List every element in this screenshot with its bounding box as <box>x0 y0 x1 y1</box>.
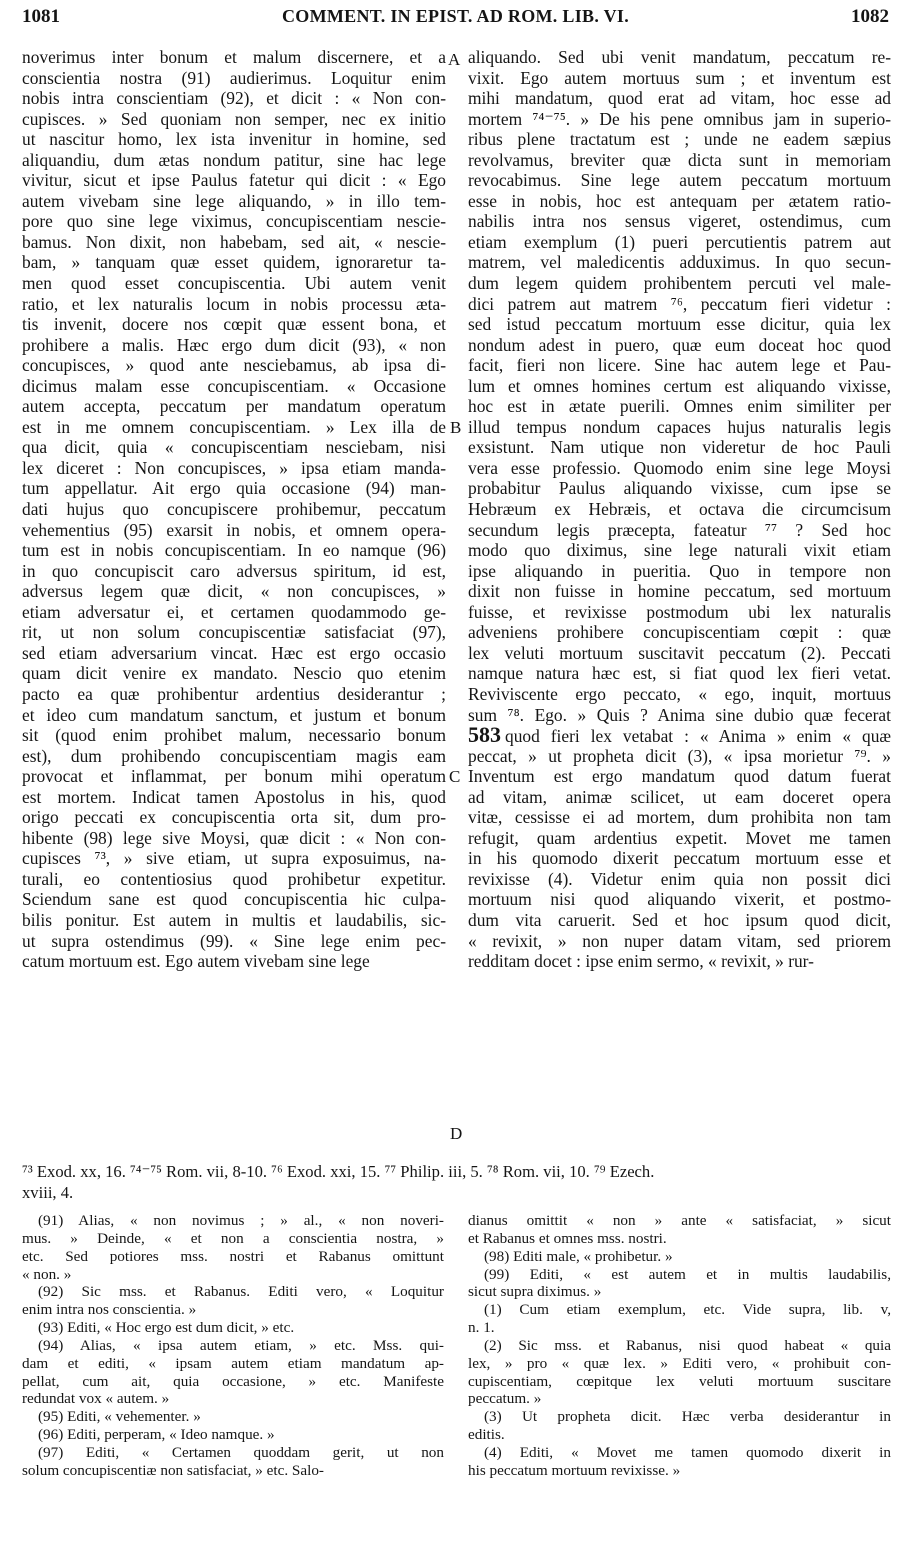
text-line: est in me omnem concupiscentiam. » Lex illa de <box>22 416 446 437</box>
left-text-column <box>22 47 446 972</box>
text-line: in quo concupiscit caro adversus spiritum, id est, <box>22 560 446 581</box>
scripture-references <box>22 1162 889 1203</box>
footnote-line: lex, » pro « quæ lex. » Editi vero, « prohibuit con- <box>468 1354 891 1372</box>
text-line: vivitur, sicut et ipse Paulus fatetur qui dicit : « Ego <box>22 170 446 191</box>
text-line: pore quo sine lege viximus, concupiscentiam nescie- <box>22 211 446 232</box>
text-line: dicimus malam esse concupiscentiam. « Occasione <box>22 375 446 396</box>
text-line: adveniens prohibere concupiscentiam cœpit : quæ <box>468 622 891 643</box>
page-number-left: 1081 <box>22 6 60 27</box>
footnote-line: (92) Sic mss. et Rabanus. Editi vero, « Loquitur <box>38 1283 444 1301</box>
text-line: refugit, quam ardentius expetit. Movet me tamen <box>468 827 891 848</box>
footnote-line: (4) Editi, « Movet me tamen quomodo dixerit in <box>484 1443 891 1461</box>
reference-line: xviii, 4. <box>22 1182 74 1202</box>
footnote-line: pellat, cum ait, quia occasione, » etc. Manifeste <box>22 1372 444 1390</box>
text-line: autem vivebam sine lege aliquando, » in illo tem- <box>22 190 446 211</box>
margin-letter-c: C <box>449 767 461 786</box>
text-line: bam, » tanquam quæ esset quidem, ignoraretur ta- <box>22 252 446 273</box>
text-line: cupisces. » Sed quoniam non semper, nec ex initio <box>22 108 446 129</box>
footnote-line: (99) Editi, « est autem et in multis laudabilis, <box>484 1265 891 1283</box>
text-line: catum mortuum est. Ego autem vivebam sine lege <box>22 951 370 972</box>
footnote-line: « non. » <box>22 1265 72 1283</box>
text-line: dum legem quidem prohibentem percuti vel male- <box>468 273 891 294</box>
text-line: origo peccati ex concupiscentia orta sit, dum pro- <box>22 807 446 828</box>
text-line: in his quomodo dixerit peccatum mortuum esse et <box>468 848 891 869</box>
text-line: tis invenit, docere nos cœpit quæ essent bona, et <box>22 314 446 335</box>
text-line: hibente (98) lege sive Moysi, quæ dicit : « Non con- <box>22 827 446 848</box>
text-line: hoc est in ætate puerili. Omnes enim similiter per <box>468 396 891 417</box>
text-line: facit, fieri non licere. Sine hac autem lege et Pau- <box>468 355 891 376</box>
text-line: mortem ⁷⁴⁻⁷⁵. » De his pene omnibus jam in superio- <box>468 108 891 129</box>
text-line: exsistunt. Nam utique non videretur de hoc Pauli <box>468 437 891 458</box>
text-line: bilis ponitur. Est autem in multis et laudabilis, sic- <box>22 909 446 930</box>
text-line: ut nascitur homo, lex ista invenitur in homine, sed <box>22 129 446 150</box>
text-line: ribus plene tractatum est ; unde ne eadem sæpius <box>468 129 891 150</box>
footnotes-left <box>22 1212 444 1480</box>
text-line: ratio, et lex naturalis locum in nobis processu æta- <box>22 293 446 314</box>
text-line: bamus. Non dixit, non habebam, sed ait, « nescie- <box>22 231 446 252</box>
text-line: est), dum prohibendo concupiscentiam magis eam <box>22 745 446 766</box>
footnote-line: (91) Alias, « non novimus ; » al., « non noveri- <box>38 1212 444 1229</box>
text-line: concupisces, » quod ante nesciebamus, ab ipsa di- <box>22 355 446 376</box>
text-line: tum est in nobis concupiscentiam. In eo namque (96) <box>22 540 446 561</box>
text-line: peccat, » ut propheta dicit (3), « ipsa morietur ⁷⁹. » <box>468 745 891 766</box>
text-line: tum appellatur. Ait ergo quia occasione (94) man- <box>22 478 446 499</box>
text-line: provocat et inflammat, per bonum mihi operatum <box>22 766 446 787</box>
text-line: men quod esset concupiscentia. Ubi autem venit <box>22 273 446 294</box>
text-line: esse in nobis, hoc est antequam per ætatem ratio- <box>468 190 891 211</box>
text-line: vixit. Ego autem mortuus sum ; et inventum est <box>468 67 891 88</box>
footnote-line: (97) Editi, « Certamen quoddam gerit, ut non <box>38 1443 444 1461</box>
text-line: dixit non fuisse in homine peccatum, sed mortuum <box>468 581 891 602</box>
text-line: rit, ut non solum concupiscentiæ satisfaciat (97), <box>22 622 446 643</box>
text-line: adversus legem quæ dicit, « non concupisces, » <box>22 581 446 602</box>
footnote-line: editis. <box>468 1426 505 1444</box>
footnote-line: n. 1. <box>468 1319 495 1337</box>
footnote-line: (3) Ut propheta dicit. Hæc verba desiderantur in <box>484 1408 891 1426</box>
text-line: probabitur Paulus aliquando vixisse, cum ipse se <box>468 478 891 499</box>
footnote-line: (95) Editi, « vehementer. » <box>38 1408 201 1426</box>
text-line: vera esse professio. Quomodo enim sine lege Moysi <box>468 457 891 478</box>
text-line: etiam adversatur ei, et certamen quodammodo ge- <box>22 601 446 622</box>
text-line: Sciendum sane est quod concupiscentia hic culpa- <box>22 889 446 910</box>
footnote-line: peccatum. » <box>468 1390 542 1408</box>
text-line: autem accepta, peccatum per mandatum operatum <box>22 396 446 417</box>
footnote-line: his peccatum mortuum revixisse. » <box>468 1461 681 1479</box>
text-line: noverimus inter bonum et malum discernere, et a <box>22 47 446 67</box>
text-line: matrem, vel maledicentis adduximus. In quo secun- <box>468 252 891 273</box>
margin-letter-d: D <box>450 1124 463 1143</box>
text-line: Hebræum ex Hebræis, et octava die circumcisum <box>468 499 891 520</box>
text-line: et ideo cum mandatum sanctum, et justum et bonum <box>22 704 446 725</box>
text-line: sed etiam adversarium vincat. Hæc est ergo occasio <box>22 642 446 663</box>
footnote-line: (96) Editi, perperam, « Ideo namque. » <box>38 1426 275 1444</box>
footnote-line: (2) Sic mss. et Rabanus, nisi quod habeat « quia <box>484 1336 891 1354</box>
text-line: conscientia nostra (91) audierimus. Loquitur enim <box>22 67 446 88</box>
page-number-right: 1082 <box>851 6 889 27</box>
footnote-line: (93) Editi, « Hoc ergo est dum dicit, » etc. <box>38 1319 295 1337</box>
text-line: illud tempus nondum capaces hujus naturalis legis <box>468 416 891 437</box>
footnote-line: redundat vox « autem. » <box>22 1390 170 1408</box>
margin-letter-a: A <box>448 50 461 69</box>
text-line: qua dicit, quia « concupiscentiam nesciebam, nisi <box>22 437 446 458</box>
footnote-line: mus. » Deinde, « et non a conscientia nostra, » <box>22 1229 444 1247</box>
text-line: namque natura hæc est, si fiat quod lex fieri vetat. <box>468 663 891 684</box>
text-line: turali, eo contentiosius quod prohibetur expetitur. <box>22 868 446 889</box>
running-title: COMMENT. IN EPIST. AD ROM. LIB. VI. <box>281 6 630 26</box>
text-line: nondum adest in puero, quæ eum doceat hoc quod <box>468 334 891 355</box>
footnote-line: enim intra nos conscientia. » <box>22 1301 197 1319</box>
text-line: dati hujus quo concupiscere prohibemur, peccatum <box>22 499 446 520</box>
text-line: prohibere a malis. Hæc ergo dum dicit (93), « non <box>22 334 446 355</box>
text-line: sum ⁷⁸. Ego. » Quis ? Anima sine dubio quæ fecerat <box>468 704 891 725</box>
page-marker: 583 <box>468 725 501 746</box>
text-line: lex diceret : Non concupisces, » ipsa etiam manda- <box>22 457 446 478</box>
text-line <box>468 725 891 746</box>
text-line: redditam docet : ipse enim sermo, « revixit, » rur- <box>468 951 814 972</box>
text-line: sed istud peccatum mortuum esse dicitur, quia lex <box>468 314 891 335</box>
text-line: est mortem. Indicat tamen Apostolus in his, quod <box>22 786 446 807</box>
text-line: lum et omnes homines certum est aliquando vixisse, <box>468 375 891 396</box>
footnote-line: dam et editi, « ipsam autem etiam mandatum ap- <box>22 1354 444 1372</box>
text-line: Inventum est ergo mandatum quod datum fuerat <box>468 766 891 787</box>
right-text-column <box>468 47 891 972</box>
footnote-line: etc. Sed potiores mss. nostri et Rabanus omittunt <box>22 1247 444 1265</box>
footnote-line: et Rabanus et omnes mss. nostri. <box>468 1229 667 1247</box>
footnotes-right <box>468 1212 891 1480</box>
text-line: vehementius (95) exarsit in nobis, et omnem opera- <box>22 519 446 540</box>
footnote-line: (94) Alias, « ipsa autem etiam, » etc. Mss. qui- <box>38 1336 444 1354</box>
text-line: aliquando. Sed ubi venit mandatum, peccatum re- <box>468 47 891 67</box>
text-line: vitæ, cessisse ei ad mortem, dum prohibita non tam <box>468 807 891 828</box>
text-line: sit (quod enim prohibet malum, necessario bonum <box>22 725 446 746</box>
footnote-line: cupiscentiam, cœpitque lex veluti mortuum suscitare <box>468 1372 891 1390</box>
text-line: mortuum nisi quod aliquando vixerit, et postmo- <box>468 889 891 910</box>
text-line: nabilis intra nos sensus vigeret, ostendimus, cum <box>468 211 891 232</box>
text-line: ut supra ostendimus (99). « Sine lege enim pec- <box>22 930 446 951</box>
text-line: ipse aliquando in pueritia. Quo in tempore non <box>468 560 891 581</box>
running-header <box>22 6 889 32</box>
footnote-line: solum concupiscentiæ non satisfaciat, » etc. Salo- <box>22 1461 324 1479</box>
text-line: nobis intra conscientiam (92), et dicit : « Non con- <box>22 88 446 109</box>
footnote-line: dianus omittit « non » ante « satisfaciat, » sicut <box>468 1212 891 1229</box>
footnote-line: (98) Editi male, « prohibetur. » <box>484 1247 673 1265</box>
text-line: aliquandiu, dum ætas nondum patitur, sine hac lege <box>22 149 446 170</box>
text-line: revixisse (4). Videtur enim quia non possit dici <box>468 868 891 889</box>
text-line: fuisse, et revixisse postmodum ubi lex naturalis <box>468 601 891 622</box>
text-line: « revixit, » non nuper datam vitam, sed priorem <box>468 930 891 951</box>
text-line: ad vitam, animæ scilicet, ut eam doceret opera <box>468 786 891 807</box>
text-line: etiam exemplum (1) pueri percutientis patrem aut <box>468 231 891 252</box>
text-line: revolvamus, breviter quæ dicta sunt in memoriam <box>468 149 891 170</box>
text-line: Reviviscente ergo peccato, « ego, inquit, mortuus <box>468 683 891 704</box>
text-line: dum vita caruerit. Sed et hoc ipsum quod dicit, <box>468 909 891 930</box>
reference-line: ⁷³ Exod. xx, 16. ⁷⁴⁻⁷⁵ Rom. vii, 8-10. ⁷⁶ Exod. xxi, 15. ⁷⁷ Philip. iii, 5. ⁷⁸ Rom. vii, 10. ⁷⁹ Ezech. <box>22 1162 655 1181</box>
margin-letter-b: B <box>450 418 462 437</box>
footnote-line: sicut supra diximus. » <box>468 1283 602 1301</box>
text-line: cupisces ⁷³, » sive etiam, ut supra exposuimus, na- <box>22 848 446 869</box>
text-line-content: quod fieri lex vetabat : « Anima » enim « quæ <box>505 726 891 746</box>
text-line: quam dicit venire ex mandato. Nescio quo etenim <box>22 663 446 684</box>
text-line: pacto ea quæ prohibentur ardentius desiderantur ; <box>22 683 446 704</box>
footnote-line: (1) Cum etiam exemplum, etc. Vide supra, lib. v, <box>484 1301 891 1319</box>
text-line: dici patrem aut matrem ⁷⁶, peccatum fieri videtur : <box>468 293 891 314</box>
text-line: secundum legis præcepta, fateatur ⁷⁷ ? Sed hoc <box>468 519 891 540</box>
text-line: revocabimus. Sine lege autem peccatum mortuum <box>468 170 891 191</box>
text-line: modo quo diximus, sine lege naturali vixit etiam <box>468 540 891 561</box>
text-line: lex veluti mortuum suscitavit peccatum (2). Peccati <box>468 642 891 663</box>
text-line: mihi mandatum, quod erat ad vitam, hoc esse ad <box>468 88 891 109</box>
